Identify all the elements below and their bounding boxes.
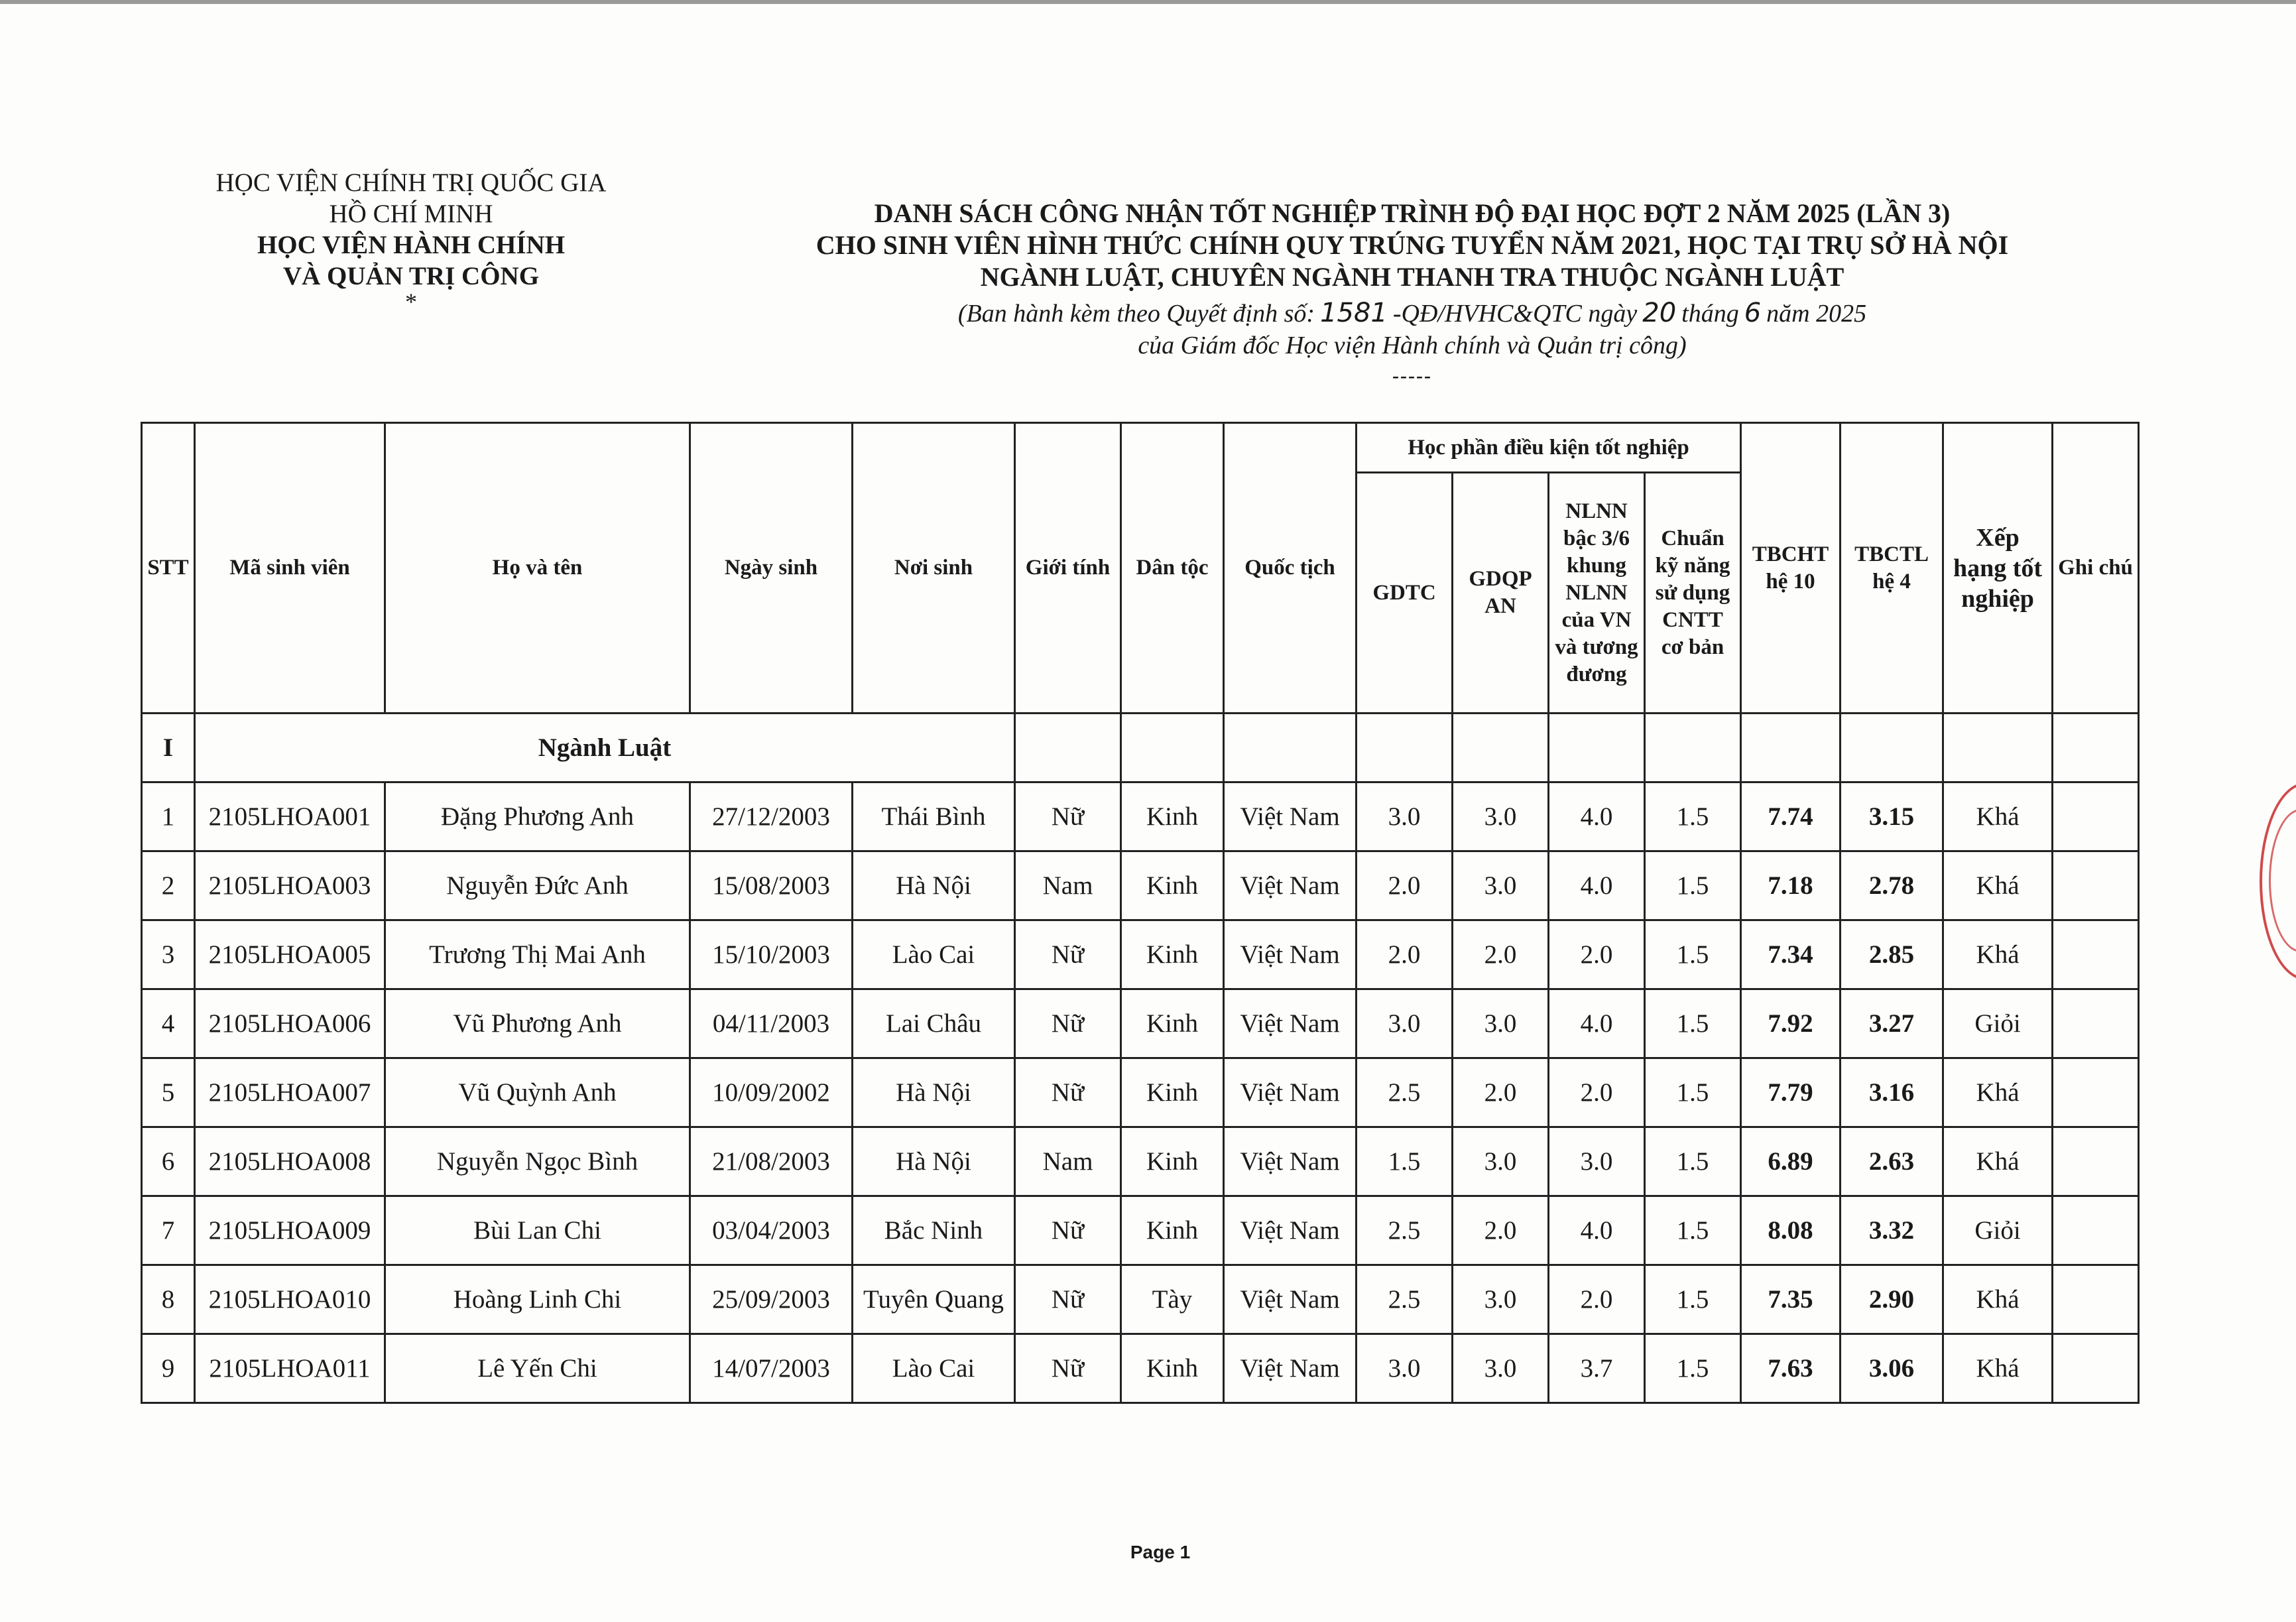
- cell-note: [2053, 851, 2139, 920]
- cell-id: 2105LHOA006: [195, 989, 385, 1058]
- col-rank: Xếp hạng tốt nghiệp: [1943, 423, 2053, 714]
- cell-note: [2053, 1265, 2139, 1334]
- document-title: [762, 198, 2062, 293]
- decision-line-1: [762, 297, 2062, 330]
- cell-rank: Khá: [1943, 920, 2053, 989]
- cell-rank: Khá: [1943, 851, 2053, 920]
- cell-name: Hoàng Linh Chi: [385, 1265, 690, 1334]
- decision-line-2: của Giám đốc Học viện Hành chính và Quản trị công): [1138, 332, 1687, 359]
- organization-header: [152, 167, 670, 315]
- cell-gdtc: 2.0: [1357, 920, 1453, 989]
- cell-gdqp: 3.0: [1453, 851, 1549, 920]
- cell-nlnn: 4.0: [1549, 851, 1645, 920]
- cell-nation: Việt Nam: [1224, 1334, 1357, 1403]
- cell-stt: 5: [142, 1058, 195, 1127]
- page-number: Page 1: [1130, 1542, 1191, 1562]
- cell-pob: Hà Nội: [853, 1058, 1015, 1127]
- cell-id: 2105LHOA009: [195, 1196, 385, 1265]
- cell-name: Trương Thị Mai Anh: [385, 920, 690, 989]
- cell-tbcht: 7.79: [1741, 1058, 1841, 1127]
- cell-dob: 03/04/2003: [690, 1196, 853, 1265]
- cell-ethnic: Kinh: [1121, 1127, 1224, 1196]
- cell-name: Vũ Phương Anh: [385, 989, 690, 1058]
- cell-gdtc: 3.0: [1357, 782, 1453, 851]
- cell-name: Nguyễn Đức Anh: [385, 851, 690, 920]
- cell-gender: Nữ: [1015, 1196, 1121, 1265]
- cell-cntt: 1.5: [1645, 920, 1741, 989]
- cell-dob: 21/08/2003: [690, 1127, 853, 1196]
- cell-note: [2053, 989, 2139, 1058]
- title-line-3: NGÀNH LUẬT, CHUYÊN NGÀNH THANH TRA THUỘC NGÀNH LUẬT: [980, 262, 1844, 292]
- cell-nlnn: 4.0: [1549, 1196, 1645, 1265]
- cell-gdqp: 2.0: [1453, 1196, 1549, 1265]
- cell-gdqp: 3.0: [1453, 1265, 1549, 1334]
- decision-day: 20: [1642, 298, 1677, 328]
- cell-id: 2105LHOA010: [195, 1265, 385, 1334]
- cell-gdqp: 2.0: [1453, 920, 1549, 989]
- col-gdtc: GDTC: [1357, 473, 1453, 714]
- graduates-table: [141, 422, 2140, 1404]
- cell-tbcht: 7.34: [1741, 920, 1841, 989]
- cell-gender: Nữ: [1015, 920, 1121, 989]
- table-row: [142, 851, 2139, 920]
- cell-cntt: 1.5: [1645, 1265, 1741, 1334]
- org-line-3: HỌC VIỆN HÀNH CHÍNH: [257, 231, 566, 259]
- cell-tbcht: 7.18: [1741, 851, 1841, 920]
- cell-stt: 2: [142, 851, 195, 920]
- col-place-of-birth: Nơi sinh: [853, 423, 1015, 714]
- cell-pob: Thái Bình: [853, 782, 1015, 851]
- cell-id: 2105LHOA003: [195, 851, 385, 920]
- cell-id: 2105LHOA011: [195, 1334, 385, 1403]
- cell-stt: 6: [142, 1127, 195, 1196]
- cell-gender: Nữ: [1015, 1058, 1121, 1127]
- cell-rank: Giỏi: [1943, 1196, 2053, 1265]
- cell-rank: Khá: [1943, 1127, 2053, 1196]
- cell-note: [2053, 1058, 2139, 1127]
- cell-name: Nguyễn Ngọc Bình: [385, 1127, 690, 1196]
- cell-name: Đặng Phương Anh: [385, 782, 690, 851]
- cell-ethnic: Kinh: [1121, 1334, 1224, 1403]
- table-row: [142, 1058, 2139, 1127]
- cell-tbctl: 3.15: [1841, 782, 1943, 851]
- col-tbctl: TBCTL hệ 4: [1841, 423, 1943, 714]
- title-line-1: DANH SÁCH CÔNG NHẬN TỐT NGHIỆP TRÌNH ĐỘ ĐẠI HỌC ĐỢT 2 NĂM 2025 (LẦN 3): [874, 198, 1951, 228]
- cell-tbctl: 3.27: [1841, 989, 1943, 1058]
- cell-note: [2053, 920, 2139, 989]
- cell-note: [2053, 782, 2139, 851]
- cell-ethnic: Kinh: [1121, 920, 1224, 989]
- cell-nation: Việt Nam: [1224, 1265, 1357, 1334]
- cell-rank: Khá: [1943, 1334, 2053, 1403]
- cell-nlnn: 2.0: [1549, 1058, 1645, 1127]
- cell-id: 2105LHOA001: [195, 782, 385, 851]
- cell-gender: Nữ: [1015, 1265, 1121, 1334]
- decision-text-4: năm 2025: [1766, 300, 1867, 328]
- cell-nlnn: 4.0: [1549, 782, 1645, 851]
- decision-reference: [762, 297, 2062, 361]
- cell-note: [2053, 1196, 2139, 1265]
- cell-gender: Nam: [1015, 1127, 1121, 1196]
- decision-number: 1581: [1320, 298, 1388, 328]
- cell-nation: Việt Nam: [1224, 1058, 1357, 1127]
- cell-dob: 14/07/2003: [690, 1334, 853, 1403]
- cell-rank: Khá: [1943, 782, 2053, 851]
- cell-tbcht: 7.92: [1741, 989, 1841, 1058]
- section-row: [142, 714, 2139, 782]
- table-row: [142, 782, 2139, 851]
- cell-stt: 9: [142, 1334, 195, 1403]
- cell-gdqp: 3.0: [1453, 1127, 1549, 1196]
- cell-nlnn: 2.0: [1549, 1265, 1645, 1334]
- cell-stt: 4: [142, 989, 195, 1058]
- col-stt: STT: [142, 423, 195, 714]
- decision-text-1: (Ban hành kèm theo Quyết định số:: [957, 300, 1315, 328]
- col-gender: Giới tính: [1015, 423, 1121, 714]
- cell-nation: Việt Nam: [1224, 1196, 1357, 1265]
- cell-name: Vũ Quỳnh Anh: [385, 1058, 690, 1127]
- cell-id: 2105LHOA007: [195, 1058, 385, 1127]
- cell-gdtc: 2.5: [1357, 1196, 1453, 1265]
- section-number: I: [142, 714, 195, 782]
- decision-text-3: tháng: [1681, 300, 1739, 328]
- section-label: Ngành Luật: [195, 714, 1015, 782]
- col-ethnicity: Dân tộc: [1121, 423, 1224, 714]
- cell-gdtc: 1.5: [1357, 1127, 1453, 1196]
- cell-nlnn: 4.0: [1549, 989, 1645, 1058]
- scan-top-edge: [0, 0, 2296, 4]
- cell-dob: 04/11/2003: [690, 989, 853, 1058]
- table-row: [142, 1127, 2139, 1196]
- cell-cntt: 1.5: [1645, 1127, 1741, 1196]
- cell-tbcht: 7.63: [1741, 1334, 1841, 1403]
- cell-ethnic: Kinh: [1121, 1058, 1224, 1127]
- cell-dob: 15/08/2003: [690, 851, 853, 920]
- cell-pob: Lai Châu: [853, 989, 1015, 1058]
- table-row: [142, 989, 2139, 1058]
- cell-cntt: 1.5: [1645, 1196, 1741, 1265]
- cell-ethnic: Tày: [1121, 1265, 1224, 1334]
- cell-stt: 3: [142, 920, 195, 989]
- cell-ethnic: Kinh: [1121, 989, 1224, 1058]
- cell-gdtc: 3.0: [1357, 1334, 1453, 1403]
- cell-cntt: 1.5: [1645, 1058, 1741, 1127]
- col-nlnn: NLNN bậc 3/6 khung NLNN của VN và tương đương: [1549, 473, 1645, 714]
- decision-month: 6: [1744, 298, 1762, 328]
- cell-stt: 8: [142, 1265, 195, 1334]
- cell-nlnn: 2.0: [1549, 920, 1645, 989]
- table-row: [142, 1196, 2139, 1265]
- cell-tbcht: 7.35: [1741, 1265, 1841, 1334]
- cell-dob: 27/12/2003: [690, 782, 853, 851]
- cell-nation: Việt Nam: [1224, 989, 1357, 1058]
- cell-tbcht: 7.74: [1741, 782, 1841, 851]
- cell-nation: Việt Nam: [1224, 1127, 1357, 1196]
- col-full-name: Họ và tên: [385, 423, 690, 714]
- cell-ethnic: Kinh: [1121, 851, 1224, 920]
- table-row: [142, 920, 2139, 989]
- org-line-2: HỒ CHÍ MINH: [329, 200, 493, 228]
- cell-gdtc: 2.0: [1357, 851, 1453, 920]
- cell-cntt: 1.5: [1645, 851, 1741, 920]
- cell-cntt: 1.5: [1645, 782, 1741, 851]
- table-row: [142, 1334, 2139, 1403]
- title-line-2: CHO SINH VIÊN HÌNH THỨC CHÍNH QUY TRÚNG TUYỂN NĂM 2021, HỌC TẠI TRỤ SỞ HÀ NỘI: [816, 230, 2009, 260]
- cell-pob: Hà Nội: [853, 851, 1015, 920]
- col-student-id: Mã sinh viên: [195, 423, 385, 714]
- cell-cntt: 1.5: [1645, 989, 1741, 1058]
- cell-tbctl: 2.63: [1841, 1127, 1943, 1196]
- cell-gender: Nữ: [1015, 989, 1121, 1058]
- cell-tbctl: 2.78: [1841, 851, 1943, 920]
- decision-text-2: -QĐ/HVHC&QTC ngày: [1392, 300, 1638, 328]
- cell-rank: Khá: [1943, 1265, 2053, 1334]
- col-note: Ghi chú: [2053, 423, 2139, 714]
- cell-pob: Tuyên Quang: [853, 1265, 1015, 1334]
- cell-note: [2053, 1127, 2139, 1196]
- cell-ethnic: Kinh: [1121, 1196, 1224, 1265]
- col-gdqp: GDQP AN: [1453, 473, 1549, 714]
- cell-gdtc: 2.5: [1357, 1058, 1453, 1127]
- org-line-1: HỌC VIỆN CHÍNH TRỊ QUỐC GIA: [215, 168, 607, 197]
- cell-tbctl: 2.90: [1841, 1265, 1943, 1334]
- cell-rank: Giỏi: [1943, 989, 2053, 1058]
- cell-note: [2053, 1334, 2139, 1403]
- col-cntt: Chuẩn kỹ năng sử dụng CNTT cơ bản: [1645, 473, 1741, 714]
- cell-gdqp: 2.0: [1453, 1058, 1549, 1127]
- cell-gdtc: 2.5: [1357, 1265, 1453, 1334]
- cell-gender: Nam: [1015, 851, 1121, 920]
- cell-pob: Bắc Ninh: [853, 1196, 1015, 1265]
- cell-stt: 1: [142, 782, 195, 851]
- table-row: [142, 1265, 2139, 1334]
- header-row-top: [142, 423, 2139, 473]
- cell-cntt: 1.5: [1645, 1334, 1741, 1403]
- cell-nlnn: 3.0: [1549, 1127, 1645, 1196]
- cell-gdtc: 3.0: [1357, 989, 1453, 1058]
- cell-name: Lê Yến Chi: [385, 1334, 690, 1403]
- cell-dob: 25/09/2003: [690, 1265, 853, 1334]
- cell-tbctl: 3.06: [1841, 1334, 1943, 1403]
- col-tbcht: TBCHT hệ 10: [1741, 423, 1841, 714]
- cell-dob: 15/10/2003: [690, 920, 853, 989]
- col-date-of-birth: Ngày sinh: [690, 423, 853, 714]
- org-line-4: VÀ QUẢN TRỊ CÔNG: [282, 262, 540, 290]
- col-group-graduation-conditions: Học phần điều kiện tốt nghiệp: [1357, 423, 1741, 473]
- cell-gender: Nữ: [1015, 782, 1121, 851]
- cell-gdqp: 3.0: [1453, 1334, 1549, 1403]
- org-star: *: [405, 288, 417, 315]
- cell-tbctl: 3.32: [1841, 1196, 1943, 1265]
- cell-id: 2105LHOA005: [195, 920, 385, 989]
- cell-gdqp: 3.0: [1453, 782, 1549, 851]
- cell-nation: Việt Nam: [1224, 920, 1357, 989]
- cell-gender: Nữ: [1015, 1334, 1121, 1403]
- separator-dashes: -----: [1392, 365, 1432, 387]
- cell-dob: 10/09/2002: [690, 1058, 853, 1127]
- cell-name: Bùi Lan Chi: [385, 1196, 690, 1265]
- cell-pob: Hà Nội: [853, 1127, 1015, 1196]
- cell-gdqp: 3.0: [1453, 989, 1549, 1058]
- cell-tbctl: 3.16: [1841, 1058, 1943, 1127]
- cell-nlnn: 3.7: [1549, 1334, 1645, 1403]
- cell-tbctl: 2.85: [1841, 920, 1943, 989]
- cell-ethnic: Kinh: [1121, 782, 1224, 851]
- col-nationality: Quốc tịch: [1224, 423, 1357, 714]
- cell-pob: Lào Cai: [853, 920, 1015, 989]
- cell-rank: Khá: [1943, 1058, 2053, 1127]
- cell-id: 2105LHOA008: [195, 1127, 385, 1196]
- cell-nation: Việt Nam: [1224, 851, 1357, 920]
- cell-nation: Việt Nam: [1224, 782, 1357, 851]
- cell-tbcht: 6.89: [1741, 1127, 1841, 1196]
- cell-stt: 7: [142, 1196, 195, 1265]
- cell-tbcht: 8.08: [1741, 1196, 1841, 1265]
- cell-pob: Lào Cai: [853, 1334, 1015, 1403]
